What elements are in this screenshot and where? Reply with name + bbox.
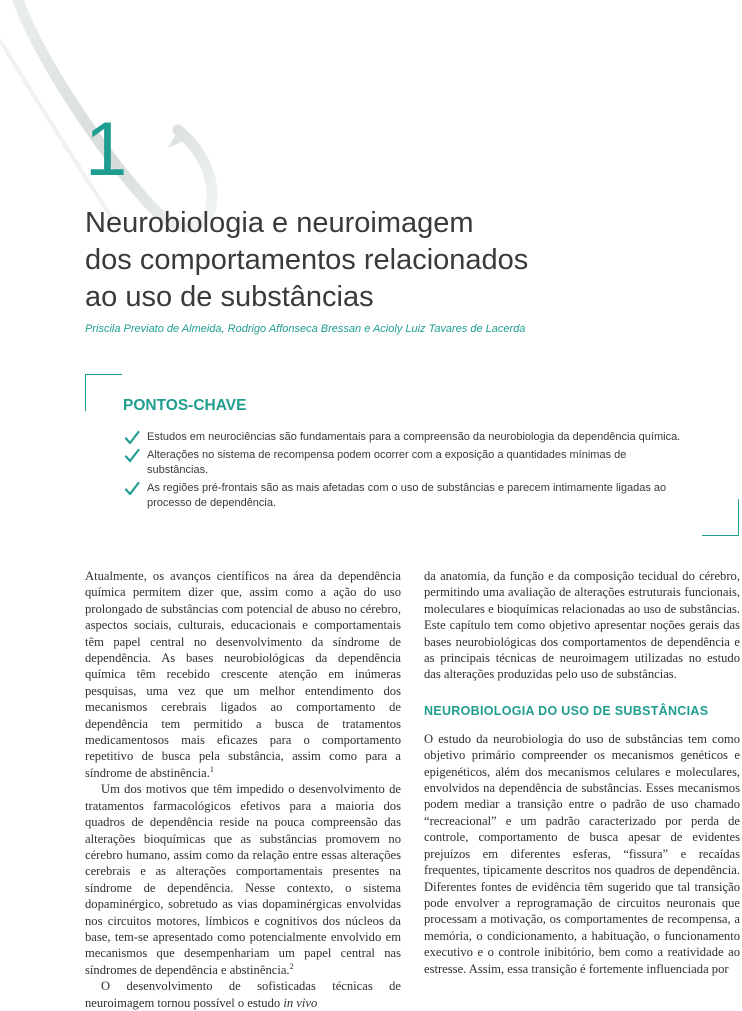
body-column-right (424, 568, 740, 977)
paragraph-emphasis: in vivo (283, 995, 318, 1010)
footnote-ref: 1 (209, 764, 214, 774)
chapter-title-line: dos comportamentos relacionados (85, 244, 529, 276)
chapter-title-line: Neurobiologia e neuroimagem (85, 207, 474, 239)
body-paragraph-continued: da anatomia, da função e da composição tecidual do cérebro, permitindo uma avaliação de alterações estruturais funcionais, moleculares e bioquímicas relacionadas ao uso de substâncias. Este capítulo tem como objetivo apresentar noções gerais das bases neurobiológicas dos comportamentos de dependência e as principais técnicas de neuroimagem utilizadas no estudo das alterações produzidas pelo uso de substâncias. (424, 569, 740, 682)
checkmark-icon (124, 481, 140, 497)
key-point-text: As regiões pré-frontais são as mais afetadas com o uso de substâncias e parecem intimamente ligadas ao processo de dependência. (147, 481, 667, 509)
body-paragraph (85, 781, 401, 978)
body-paragraph: O estudo da neurobiologia do uso de substâncias tem como objetivo primário compreender os mecanismos genéticos e epigenéticos, além dos mecanismos celulares e moleculares, envolvidos na dependência de substâncias. Esses mecanismos podem mediar a transição entre o padrão de uso chamado “recreacional” e um padrão caracterizado por perda de controle, comportamento de busca apesar de evidentes prejuízos em diferentes esferas, “fissura” e recaídas frequentes, tipicamente descritos nos quadros de dependência. Diferentes fontes de evidência têm sugerido que tal transição pode envolver a reprogramação de circuitos neuronais que processam a motivação, os comportamentes de recompensa, a memória, o condicionamento, a habituação, o funcionamento executivo e o controle inibitório, bem como a reatividade ao estresse. Assim, essa transição é fortemente influenciada por (424, 731, 740, 976)
key-point-text: Alterações no sistema de recompensa podem ocorrer com a exposição a quantidades mínimas de substâncias. (147, 448, 627, 476)
key-point-text: Estudos em neurociências são fundamentais para a compreensão da neurobiologia da dependência química. (147, 431, 681, 443)
checkmark-icon (124, 448, 140, 464)
section-heading: NEUROBIOLOGIA DO USO DE SUBSTÂNCIAS (424, 703, 709, 718)
chapter-authors: Priscila Previato de Almeida, Rodrigo Affonseca Bressan e Acioly Luiz Tavares de Lacerda (85, 323, 526, 335)
paragraph-text: Um dos motivos que têm impedido o desenvolvimento de tratamentos farmacológicos efetivos para a maioria dos quadros de dependência reside na pouca compreensão das alterações bioquímicas que as substâncias promovem no cérebro humano, assim como da relação entre essas alterações cerebrais e as alterações comportamentais presentes na síndrome de dependência. Nesse contexto, o sistema dopaminérgico, sobretudo as vias dopaminérgicas envolvidas nos circuitos motores, límbicos e cognitivos dos núcleos da base, tem-se apresentado como potencialmente envolvido em mecanismos que desempenhariam um papel central nas síndromes de dependência e abstinência. (85, 782, 401, 977)
paragraph-text: O desenvolvimento de sofisticadas técnicas de neuroimagem tornou possível o estudo (85, 979, 401, 1010)
key-point-item (124, 430, 684, 446)
checkmark-icon (124, 430, 140, 446)
paragraph-text: Atualmente, os avanços científicos na área da dependência química permitem dizer que, assim como a ação do uso prolongado de substâncias com potencial de abuso no cérebro, aspectos sociais, culturais, educacionais e comportamentais têm papel central no desenvolvimento da síndrome de dependência. As bases neurobiológicas da dependência química têm recebido crescente atenção em inúmeras pesquisas, uma vez que um melhor entendimento dos mecanismos cerebrais ligados ao comportamento de dependência tem permitido a busca de tratamentos medicamentosos mais eficazes para o comportamento repetitivo de busca pela substância, assim como para a síndrome de abstinência. (85, 569, 401, 780)
key-points-heading: PONTOS-CHAVE (123, 397, 247, 414)
chapter-title-line: ao uso de substâncias (85, 281, 374, 313)
key-points-corner-bottom-right (702, 499, 739, 536)
chapter-title (85, 205, 645, 316)
body-paragraph (85, 568, 401, 781)
chapter-number: 1 (85, 107, 128, 192)
footnote-ref: 2 (289, 961, 294, 971)
body-column-left (85, 568, 401, 1011)
key-point-item (124, 481, 684, 512)
key-points-list (124, 430, 684, 514)
key-points-corner-top-left (85, 374, 122, 411)
body-paragraph (85, 978, 401, 1011)
key-point-item (124, 448, 684, 479)
